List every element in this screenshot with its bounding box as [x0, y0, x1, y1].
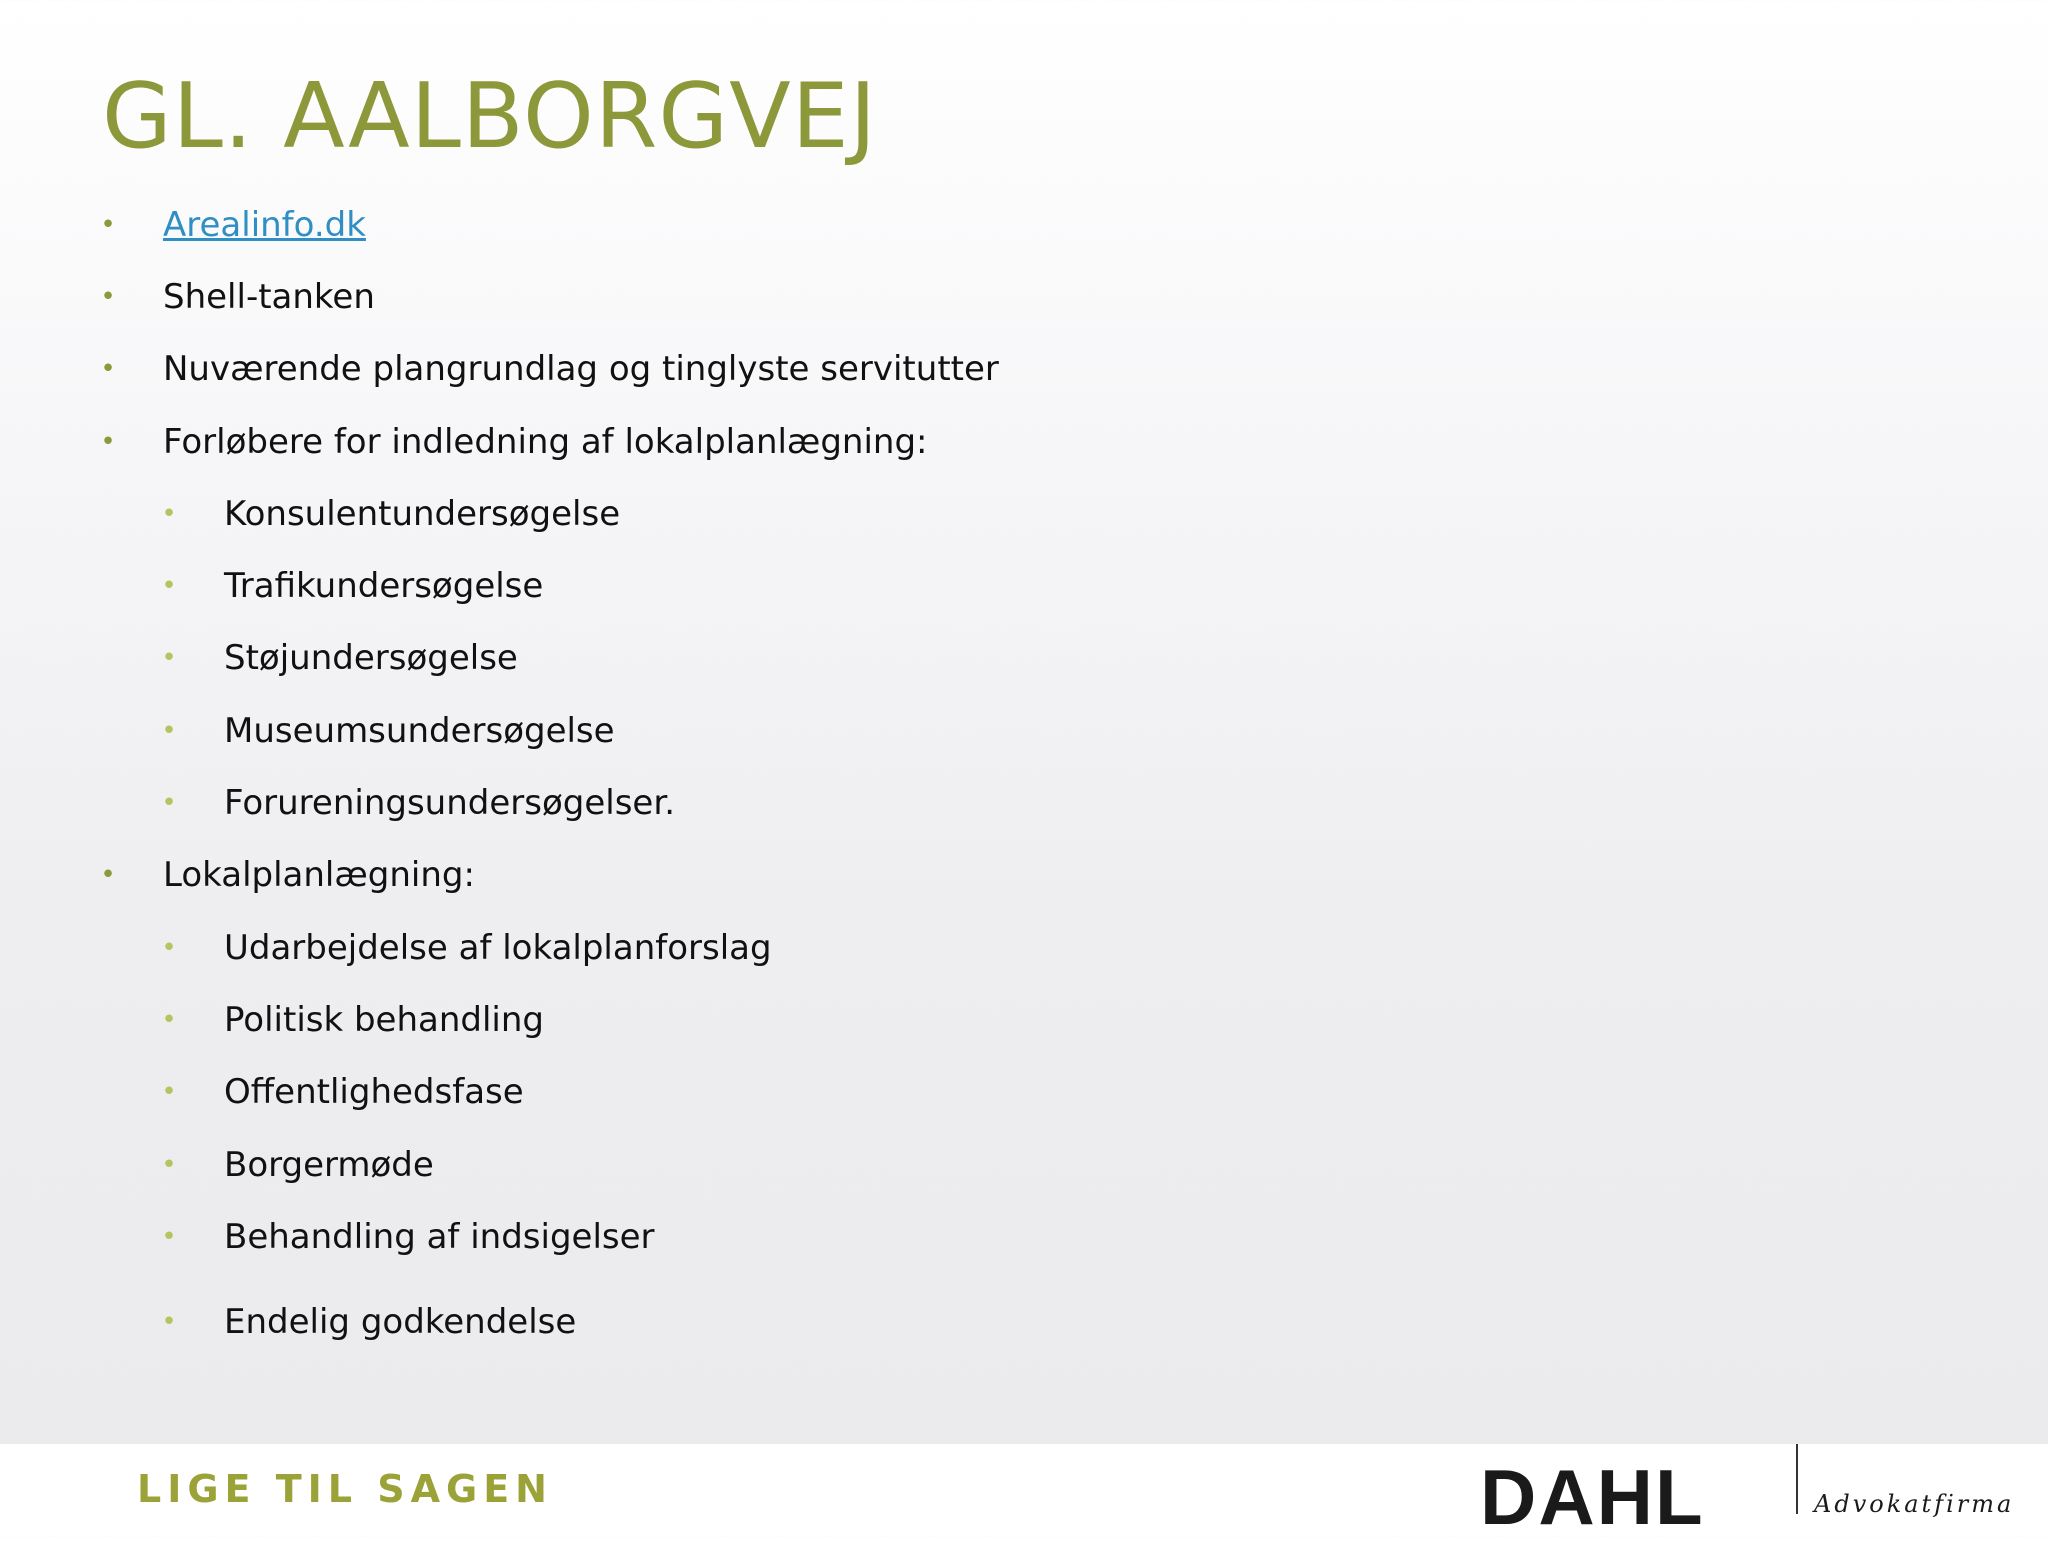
sub-bullet-text: Udarbejdelse af lokalplanforslag: [224, 928, 772, 968]
sub-bullet-dot-icon: •: [161, 788, 177, 818]
sub-bullet-text: Behandling af indsigelser: [224, 1217, 655, 1257]
sub-bullet-dot-icon: •: [161, 571, 177, 601]
sub-bullet-dot-icon: •: [161, 1307, 177, 1337]
bullet-text: Lokalplanlægning:: [163, 855, 475, 895]
sub-bullet-text: Støjundersøgelse: [224, 638, 518, 678]
sub-bullet-text: Politisk behandling: [224, 1000, 545, 1040]
bullet-text: Shell-tanken: [163, 277, 375, 317]
sub-bullet-dot-icon: •: [161, 643, 177, 673]
logo-subtitle: Advokatfirma: [1814, 1490, 2015, 1518]
sub-bullet-dot-icon: •: [161, 1077, 177, 1107]
sub-bullet-text: Forureningsundersøgelser.: [224, 783, 675, 823]
slide-title: GL. AALBORGVEJ: [102, 64, 878, 169]
sub-bullet-text: Konsulentundersøgelse: [224, 494, 621, 534]
footer-bar: [0, 1444, 2048, 1541]
dahl-logo: [1480, 1444, 2048, 1541]
bullet-dot-icon: •: [100, 354, 116, 384]
bullet-dot-icon: •: [100, 210, 116, 240]
sub-bullet-dot-icon: •: [161, 499, 177, 529]
sub-bullet-dot-icon: •: [161, 1005, 177, 1035]
sub-bullet-dot-icon: •: [161, 933, 177, 963]
bullet-dot-icon: •: [100, 427, 116, 457]
arealinfo-link[interactable]: Arealinfo.dk: [163, 205, 366, 245]
bullet-dot-icon: •: [100, 860, 116, 890]
sub-bullet-text: Offentlighedsfase: [224, 1072, 524, 1112]
logo-divider: [1796, 1444, 1798, 1514]
bullet-text: Nuværende plangrundlag og tinglyste servitutter: [163, 349, 999, 389]
sub-bullet-text: Borgermøde: [224, 1145, 434, 1185]
sub-bullet-text: Endelig godkendelse: [224, 1302, 577, 1342]
sub-bullet-text: Trafikundersøgelse: [224, 566, 544, 606]
sub-bullet-dot-icon: •: [161, 716, 177, 746]
logo-wordmark: DAHL: [1480, 1453, 1705, 1541]
sub-bullet-dot-icon: •: [161, 1222, 177, 1252]
sub-bullet-text: Museumsundersøgelse: [224, 711, 615, 751]
footer-tagline: LIGE TIL SAGEN: [137, 1467, 553, 1511]
bullet-text: Forløbere for indledning af lokalplanlægning:: [163, 422, 928, 462]
bullet-dot-icon: •: [100, 282, 116, 312]
sub-bullet-dot-icon: •: [161, 1150, 177, 1180]
